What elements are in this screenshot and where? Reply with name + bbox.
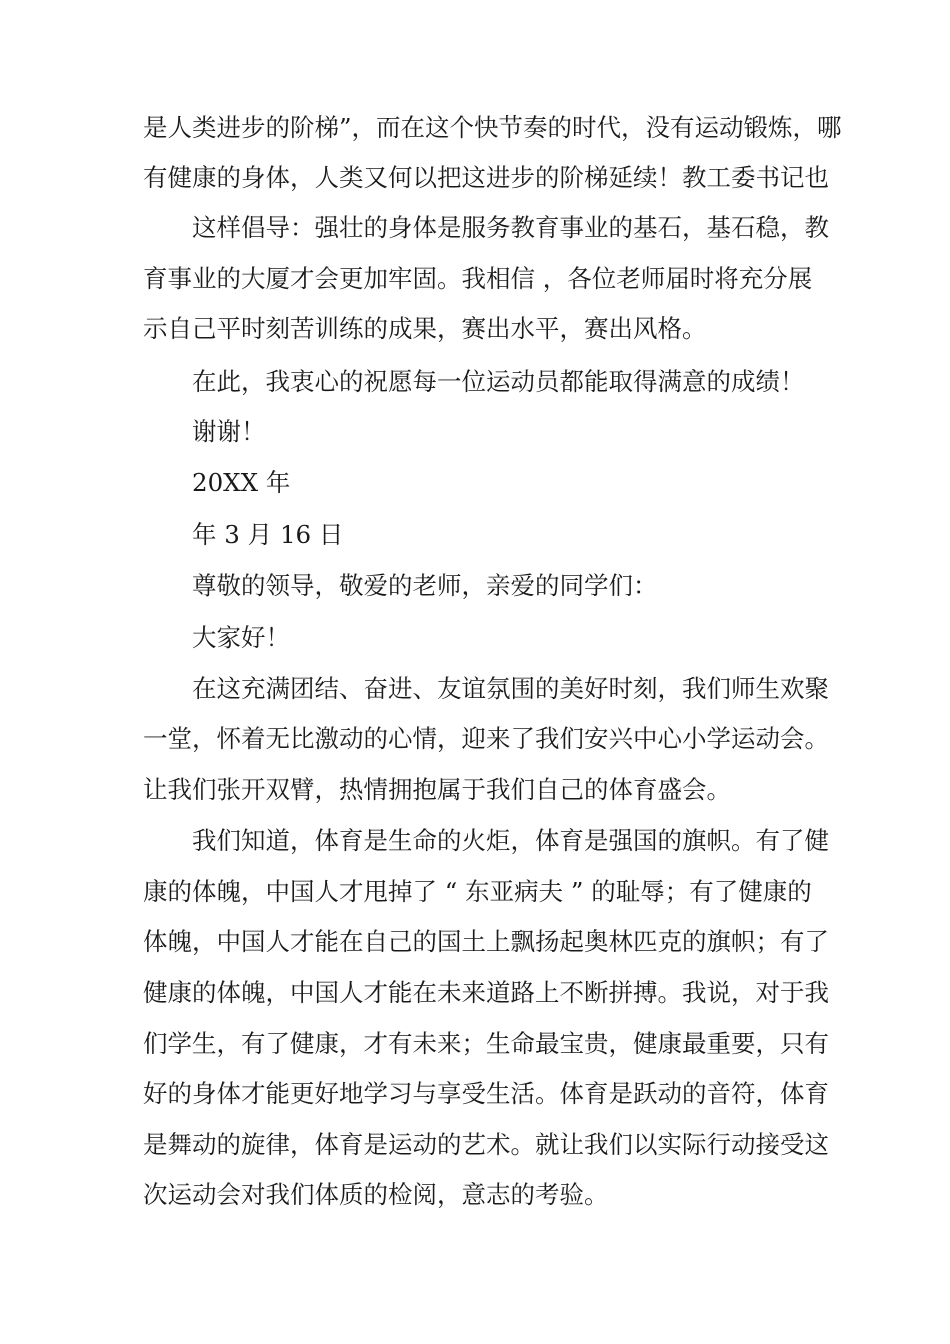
- text-line: 我们知道，体育是生命的火炬，体育是强国的旗帜。有了健: [192, 826, 829, 855]
- text-line: 体魄，中国人才能在自己的国土上飘扬起奥林匹克的旗帜；有了: [143, 927, 829, 956]
- text-line: 大家好！: [192, 623, 290, 652]
- text-line: 们学生，有了健康，才有未来；生命最宝贵，健康最重要，只有: [143, 1029, 829, 1058]
- text-line: 一堂，怀着无比激动的心情，迎来了我们安兴中心小学运动会。: [143, 724, 829, 753]
- text-line: 在这充满团结、奋进、友谊氛围的美好时刻，我们师生欢聚: [192, 674, 829, 703]
- text-line: 20XX 年: [192, 468, 291, 497]
- text-line: 让我们张开双臂，热情拥抱属于我们自己的体育盛会。: [143, 775, 731, 804]
- text-line: 有健康的身体，人类又何以把这进步的阶梯延续！教工委书记也: [143, 163, 829, 192]
- text-line: 谢谢！: [192, 417, 266, 446]
- text-line: 示自己平时刻苦训练的成果，赛出水平，赛出风格。: [143, 314, 707, 343]
- text-line: 尊敬的领导，敬爱的老师，亲爱的同学们：: [192, 571, 658, 600]
- text-line: 在此，我衷心的祝愿每一位运动员都能取得满意的成绩！: [192, 367, 805, 396]
- text-line: 年 3 月 16 日: [192, 520, 344, 549]
- text-line: 好的身体才能更好地学习与享受生活。体育是跃动的音符，体育: [143, 1079, 829, 1108]
- text-line: 是舞动的旋律，体育是运动的艺术。就让我们以实际行动接受这: [143, 1130, 829, 1159]
- text-line: 康的体魄，中国人才甩掉了 “ 东亚病夫 ” 的耻辱；有了健康的: [143, 877, 812, 906]
- text-line: 健康的体魄，中国人才能在未来道路上不断拼搏。我说，对于我: [143, 978, 829, 1007]
- text-line: 这样倡导：强壮的身体是服务教育事业的基石，基石稳，教: [192, 213, 829, 242]
- text-line: 是人类进步的阶梯”，而在这个快节奏的时代，没有运动锻炼，哪: [143, 113, 842, 142]
- text-line: 次运动会对我们体质的检阅，意志的考验。: [143, 1180, 609, 1209]
- text-line: 育事业的大厦才会更加牢固。我相信 ，各位老师届时将充分展: [143, 264, 813, 293]
